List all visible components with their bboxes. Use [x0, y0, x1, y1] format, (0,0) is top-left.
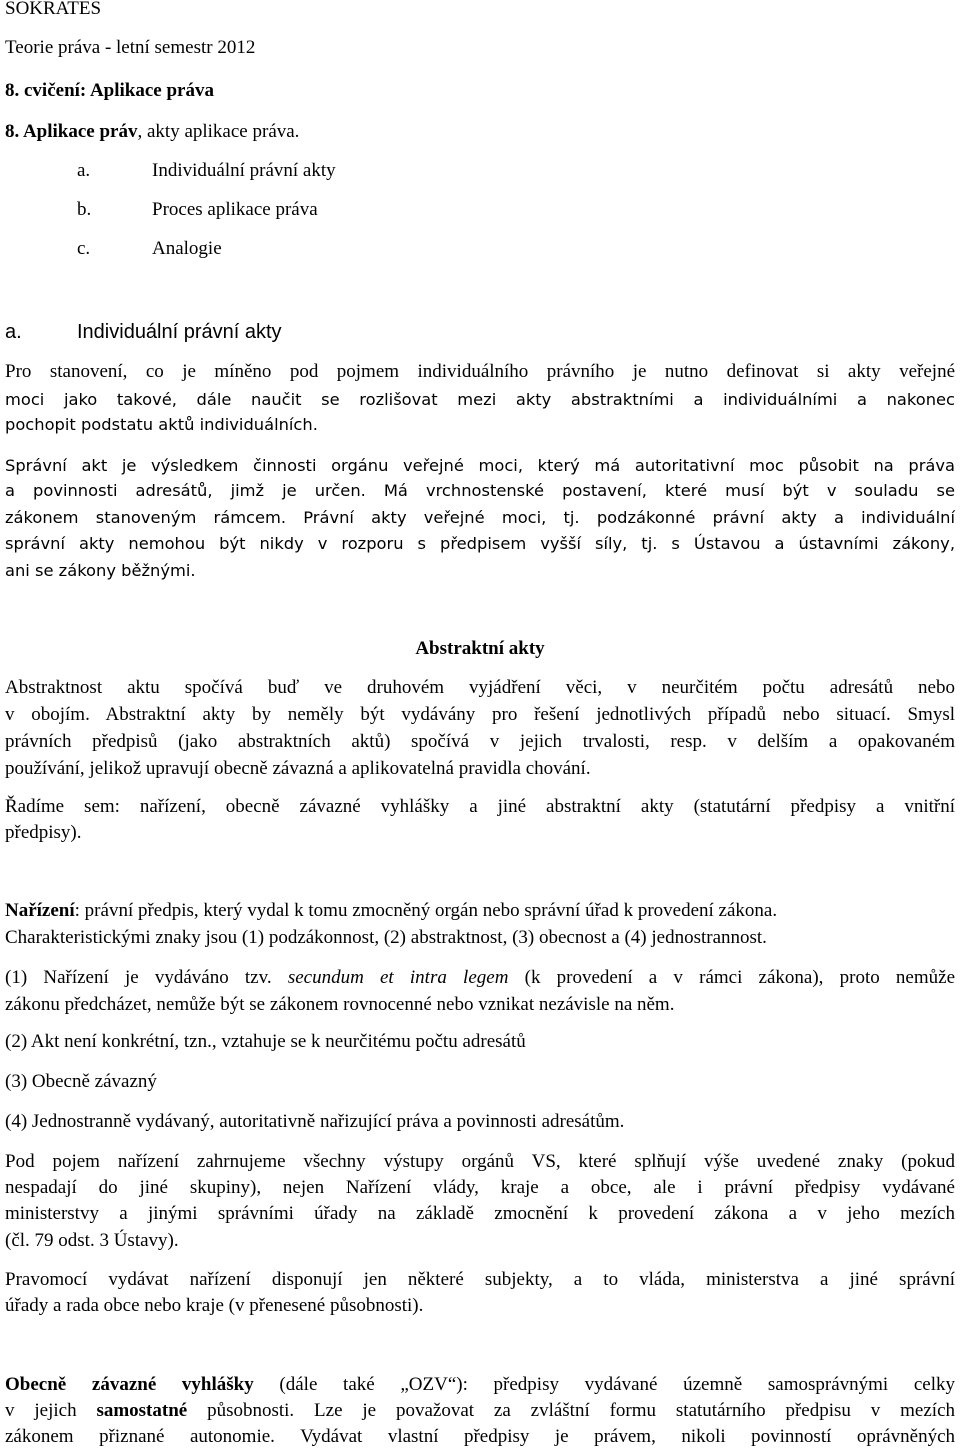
intro-line-2: moci jako takové, dále naučit se rozlišovat mezi akty abstraktními a individuálními a nakonec: [5, 390, 955, 409]
outline-marker-b: b.: [77, 199, 92, 220]
narizeni-definition: [5, 899, 777, 923]
outline-item-a: Individuální právní akty: [152, 160, 336, 181]
ozv-line-3: zákonem přiznané autonomie. Vydávat vlastní předpisy je právem, nikoli povinností oprávněných: [5, 1426, 955, 1447]
seminar-title: 8. cvičení: Aplikace práva: [5, 80, 214, 101]
para2-line-5: ani se zákony běžnými.: [5, 561, 196, 580]
narizeni-p1-start: (1) Nařízení je vydáváno tzv.: [5, 967, 288, 988]
narizeni-def-line2: Charakteristickými znaky jsou (1) podzákonnost, (2) abstraktnost, (3) obecnost a (4) jednostrannost.: [5, 927, 767, 948]
abstract-list-line-1: Řadíme sem: nařízení, obecně závazné vyhlášky a jiné abstraktní akty (statutární předpisy a vnitřní: [5, 796, 955, 817]
outline-heading: [5, 120, 299, 144]
outline-item-b: Proces aplikace práva: [152, 199, 318, 220]
narizeni-p1-italic: secundum et intra legem: [287, 967, 509, 988]
ozv-line-1: [5, 1373, 955, 1397]
narizeni-term: Nařízení: [5, 900, 75, 921]
abstract-line-2: v obojím. Abstraktní akty by neměly být vydávány pro řešení jednotlivých případů nebo situací. Smysl: [5, 704, 955, 725]
brand-title: SOKRATES: [5, 0, 102, 19]
ozv-line-2: [5, 1399, 955, 1423]
para2-line-4: správní akty nemohou být nikdy v rozporu s předpisem vyšší síly, tj. s Ústavou a ústavními zákony,: [5, 534, 955, 553]
para2-line-1: Správní akt je výsledkem činnosti orgánu veřejné moci, který má autoritativní moc působit na práva: [5, 456, 955, 475]
power-line-2: úřady a rada obce nebo kraje (v přenesené působnosti).: [5, 1295, 424, 1316]
intro-line-1: Pro stanovení, co je míněno pod pojmem individuálního právního je nutno definovat si akty veřejné: [5, 361, 955, 382]
abstract-line-1: Abstraktnost aktu spočívá buď ve druhovém vyjádření věci, v neurčitém počtu adresátů nebo: [5, 677, 955, 698]
narizeni-def-rest: : právní předpis, který vydal k tomu zmocněný orgán nebo správní úřad k provedení zákona.: [74, 900, 778, 921]
abstract-line-3: právních předpisů (jako abstraktních aktů) spočívá v jejich trvalosti, resp. v delším a opakovaném: [5, 731, 955, 752]
narizeni-p2: (2) Akt není konkrétní, tzn., vztahuje se k neurčitému počtu adresátů: [5, 1031, 526, 1052]
scope-line-2: nespadají do jiné skupiny), nejen Nařízení vlády, kraje a obce, ale i právní předpisy vydávané: [5, 1177, 955, 1198]
narizeni-p3: (3) Obecně závazný: [5, 1071, 157, 1092]
outline-marker-a: a.: [77, 160, 91, 181]
outline-heading-bold: 8. Aplikace práv: [5, 121, 138, 142]
power-line-1: Pravomocí vydávat nařízení disponují jen některé subjekty, a to vláda, ministerstva a jiné správní: [5, 1269, 955, 1290]
narizeni-p1-line2: zákonu předcházet, nemůže být se zákonem rovnocenné nebo vznikat nezávisle na něm.: [5, 994, 675, 1015]
ozv-line2-b: působnosti. Lze je považovat za zvláštní formu statutárního předpisu v mezích: [187, 1400, 955, 1421]
ozv-term: Obecně závazné vyhlášky: [5, 1374, 254, 1395]
scope-line-3: ministerstvy a jinými správními úřady na základě zmocnění k provedení zákona a v jeho mezích: [5, 1203, 955, 1224]
abstract-heading: Abstraktní akty: [415, 638, 545, 659]
narizeni-p1-end: (k provedení a v rámci zákona), proto nemůže: [508, 967, 955, 988]
course-title: Teorie práva - letní semestr 2012: [5, 37, 256, 58]
outline-item-c: Analogie: [152, 238, 222, 259]
ozv-line2-a: v jejich: [5, 1400, 97, 1421]
abstract-list-line-2: předpisy).: [5, 822, 82, 843]
ozv-line2-bold: samostatné: [96, 1400, 188, 1421]
para2-line-2: a povinnosti adresátů, jimž je určen. Má vrchnostenské postavení, které musí být v souladu se: [5, 481, 955, 500]
abstract-line-4: používání, jelikož upravují obecně závazná a aplikovatelná pravidla chování.: [5, 758, 591, 779]
narizeni-p1: [5, 966, 955, 990]
outline-heading-rest: , akty aplikace práva.: [137, 121, 300, 142]
scope-line-4: (čl. 79 odst. 3 Ústavy).: [5, 1230, 179, 1251]
para2-line-3: zákonem stanoveným rámcem. Právní akty veřejné moci, tj. podzákonné právní akty a individuální: [5, 508, 955, 527]
section-a-title: Individuální právní akty: [77, 321, 282, 343]
section-a-marker: a.: [5, 321, 22, 343]
outline-marker-c: c.: [77, 238, 91, 259]
narizeni-p4: (4) Jednostranně vydávaný, autoritativně nařizující práva a povinnosti adresátům.: [5, 1111, 625, 1132]
intro-line-3: pochopit podstatu aktů individuálních.: [5, 415, 318, 434]
scope-line-1: Pod pojem nařízení zahrnujeme všechny výstupy orgánů VS, které splňují výše uvedené znaky (pokud: [5, 1151, 955, 1172]
ozv-line1-rest: (dále také „OZV“): předpisy vydávané územně samosprávnými celky: [253, 1374, 955, 1395]
